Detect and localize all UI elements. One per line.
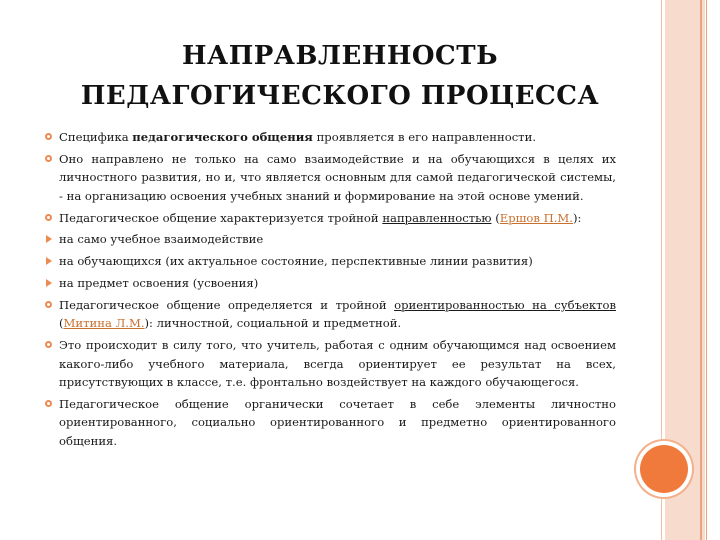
sub-bullet-item <box>44 274 616 293</box>
circle-bullet-icon <box>45 214 52 221</box>
item-text: ): личностной, социальной и предметной. <box>144 316 402 331</box>
item-text: Педагогическое общение характеризуется тройной <box>59 210 383 225</box>
link-mitina[interactable]: Митина Л.М. <box>63 316 145 331</box>
bullet-item <box>44 296 616 333</box>
bullet-item <box>44 395 616 451</box>
item-text: Оно направлено не только на само взаимодействие и на обучающихся в целях их личностного развития, но и, что является основным для самой педагогической системы, - на организацию освоения учебных знаний и формирование на этой основе умений. <box>59 151 616 203</box>
bullet-item <box>44 128 616 147</box>
slide-title <box>40 36 640 116</box>
circle-bullet-icon <box>45 155 52 162</box>
item-text: ( <box>491 210 500 225</box>
item-bold-text: педагогического общения <box>132 130 313 144</box>
triangle-bullet-icon <box>46 257 52 265</box>
item-text: проявляется в его направленности. <box>312 130 537 144</box>
item-text: ): <box>572 210 582 225</box>
link-ershov[interactable]: Ершов П.М. <box>499 210 573 225</box>
circle-bullet-icon <box>45 301 52 308</box>
decor-line <box>706 0 707 540</box>
item-text: Это происходит в силу того, что учитель, работая с одним обучающимся над освоением какого-либо учебного материала, всегда ориентирует ее результат на всех, присутствующих в классе, т.е. фронтально воздействует на каждого обучающегося. <box>59 338 616 390</box>
sub-bullet-item <box>44 252 616 271</box>
orange-circle-icon <box>640 445 688 493</box>
title-line-2: ПЕДАГОГИЧЕСКОГО ПРОЦЕССА <box>80 81 600 111</box>
triangle-bullet-icon <box>46 279 52 287</box>
item-text: Педагогическое общение определяется и тройной <box>59 297 395 312</box>
bullet-item <box>44 150 616 206</box>
circle-bullet-icon <box>45 341 52 348</box>
item-text: Специфика <box>59 130 133 144</box>
circle-bullet-icon <box>45 133 52 140</box>
decor-line <box>700 0 702 540</box>
item-text: на само учебное взаимодействие <box>59 232 264 247</box>
item-text: ( <box>59 316 64 331</box>
slide-content <box>44 128 616 454</box>
item-text: на обучающихся (их актуальное состояние, перспективные линии развития) <box>59 254 533 269</box>
item-text: Педагогическое общение органически сочетает в себе элементы личностно ориентированного, социально ориентированного и предметно ориентированного общения. <box>59 396 616 448</box>
triangle-bullet-icon <box>46 235 52 243</box>
bullet-item <box>44 336 616 392</box>
sub-bullet-item <box>44 230 616 249</box>
title-line-1: НАПРАВЛЕННОСТЬ <box>181 41 499 71</box>
circle-bullet-icon <box>45 400 52 407</box>
bullet-item <box>44 209 616 228</box>
item-text: на предмет освоения (усвоения) <box>59 275 259 290</box>
link-orientirovannost[interactable]: ориентированностью на субъектов <box>394 297 616 312</box>
link-napravlennost[interactable]: направленностью <box>382 210 492 225</box>
